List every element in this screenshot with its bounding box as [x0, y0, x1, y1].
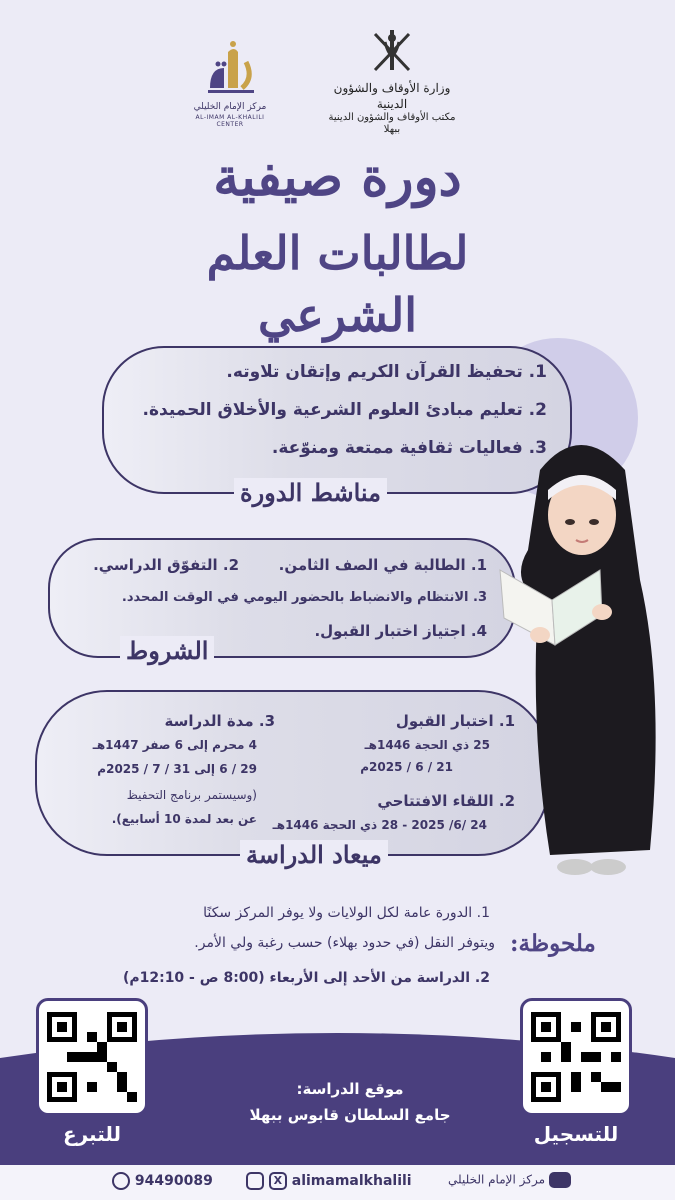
location-value: جامع السلطان قابوس ببهلا [249, 1106, 451, 1124]
register-label[interactable]: للتسجيل [533, 1122, 619, 1146]
center-name-ar: مركز الإمام الخليلي [193, 102, 267, 112]
ministry-name: وزارة الأوقاف والشؤون الدينية [333, 81, 451, 111]
center-logo [185, 38, 275, 128]
course-subtitle: لطالبات العلم الشرعي [206, 226, 469, 342]
activity-item: 1. تحفيظ القرآن الكريم وإتقان تلاوته. [226, 362, 547, 382]
oman-emblem-icon [369, 28, 415, 76]
course-title: دورة صيفية [213, 147, 462, 208]
location-title: موقع الدراسة: [296, 1080, 404, 1098]
condition-item: 4. اجتياز اختبار القبول. [314, 622, 487, 640]
condition-item: 2. التفوّق الدراسي. [93, 556, 239, 574]
meeting-title: 2. اللقاء الافتتاحي [377, 792, 515, 810]
exam-greg-date: 21 / 6 / 2025م [360, 760, 453, 774]
activity-item: 2. تعليم مبادئ العلوم الشرعية والأخلاق الحميدة. [142, 400, 547, 420]
ministry-office: مكتب الأوقاف والشؤون الدينية ببهلا [328, 112, 456, 135]
youtube-channel: مركز الإمام الخليلي [448, 1172, 546, 1187]
conditions-heading: الشروط [120, 636, 214, 665]
duration-note: (وسيستمر برنامج التحفيظ [126, 788, 257, 802]
activities-heading: مناشط الدورة [234, 478, 387, 507]
youtube-link[interactable] [448, 1172, 571, 1188]
whatsapp-icon [112, 1172, 130, 1190]
note-label: ملحوظة: [510, 930, 596, 957]
duration-greg: 29 / 6 إلى 31 / 7 / 2025م [97, 762, 257, 776]
note-line: 2. الدراسة من الأحد إلى الأربعاء (8:00 ص - 12:10م) [122, 970, 490, 986]
activity-item: 3. فعاليات ثقافية ممتعة ومنوّعة. [271, 438, 547, 458]
whatsapp-link[interactable] [112, 1172, 213, 1190]
center-name-en: AL-IMAM AL-KHALILI CENTER [195, 114, 265, 128]
youtube-icon [549, 1172, 571, 1188]
x-icon: X [269, 1172, 287, 1190]
duration-note: عن بعد لمدة 10 أسابيع). [111, 812, 257, 826]
schedule-heading: ميعاد الدراسة [240, 840, 388, 869]
instagram-x-link[interactable] [246, 1172, 412, 1190]
duration-title: 3. مدة الدراسة [164, 712, 275, 730]
center-logo-mark-icon [200, 38, 260, 96]
whatsapp-number: 94490089 [134, 1173, 213, 1189]
student-illustration [490, 430, 675, 885]
instagram-icon [246, 1172, 264, 1190]
exam-hijri-date: 25 ذي الحجة 1446هـ [364, 738, 490, 752]
condition-item: 3. الانتظام والانضباط بالحضور اليومي في الوقت المحدد. [121, 590, 487, 605]
social-handle: alimamalkhalili [291, 1173, 412, 1189]
register-qr-code[interactable] [520, 998, 632, 1116]
donate-qr-code[interactable] [36, 998, 148, 1116]
exam-title: 1. اختبار القبول [395, 712, 515, 730]
donate-label[interactable]: للتبرع [62, 1122, 122, 1146]
meeting-date: 24 /6/ 2025 - 28 ذي الحجة 1446هـ [272, 818, 487, 832]
ministry-logo [322, 28, 462, 136]
note-line: 1. الدورة عامة لكل الولايات ولا يوفر المركز سكنًا [203, 905, 490, 921]
note-line: ويتوفر النقل (في حدود بهلاء) حسب رغبة ولي الأمر. [194, 935, 495, 951]
condition-item: 1. الطالبة في الصف الثامن. [278, 556, 487, 574]
duration-hijri: 4 محرم إلى 6 صفر 1447هـ [92, 738, 257, 752]
